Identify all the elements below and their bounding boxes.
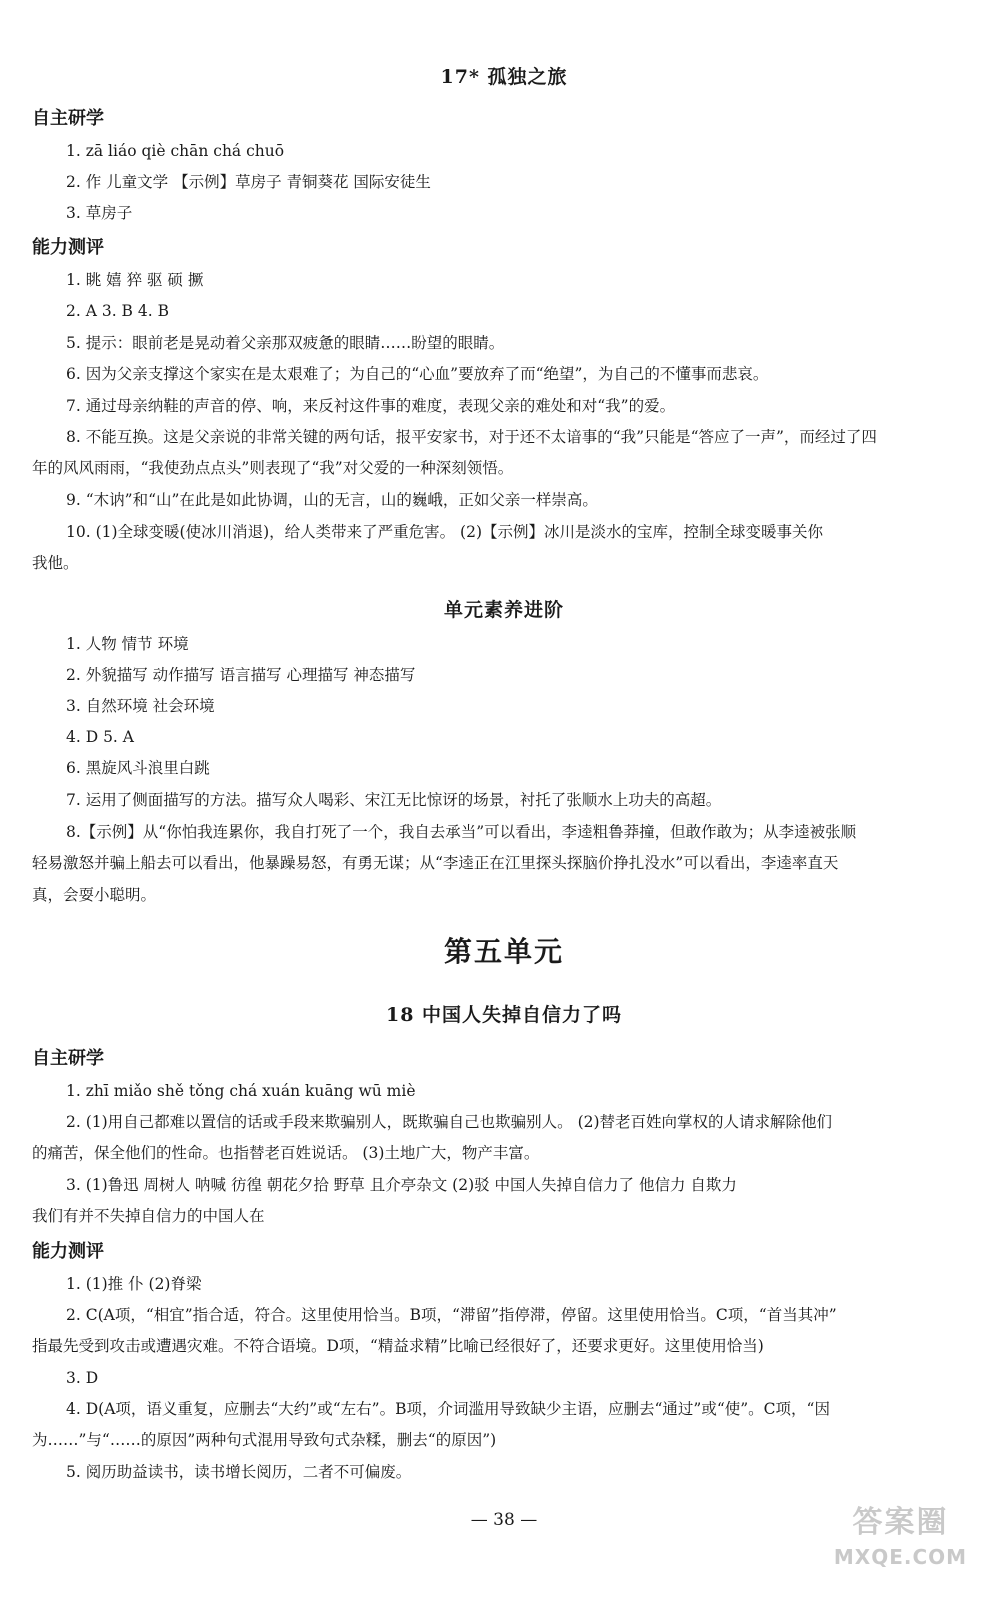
ur-7: 7. 运用了侧面描写的方法。描写众人喝彩、宋江无比惊讶的场景，衬托了张顺水上功夫的高超。 xyxy=(66,791,722,809)
l17-n5: 5. 提示：眼前老是晃动着父亲那双疲惫的眼睛……盼望的眼睛。 xyxy=(66,334,505,352)
l17-n7: 7. 通过母亲纳鞋的声音的停、响，来反衬这件事的难度，表现父亲的难处和对“我”的爱。 xyxy=(66,397,676,415)
l18-n1: 1. (1)推 仆 (2)脊梁 xyxy=(66,1275,202,1293)
l18-z1: 1. zhī miǎo shě tǒng chá xuán kuāng wū miè xyxy=(66,1082,416,1100)
l18-n4b: 为……”与“……的原因”两种句式混用导致句式杂糅，删去“的原因”) xyxy=(32,1431,497,1449)
lesson-17-title: 17* 孤独之旅 xyxy=(440,66,568,88)
l17-n6: 6. 因为父亲支撑这个家实在是太艰难了；为自己的“心血”要放弃了而“绝望”，为自己的不懂事而悲哀。 xyxy=(66,365,769,383)
watermark-bottom-text: MXQE.COM xyxy=(833,1545,968,1569)
l18-z3a: 3. (1)鲁迅 周树人 呐喊 彷徨 朝花夕拾 野草 且介亭杂文 (2)驳 中国人失掉自信力了 他信力 自欺力 xyxy=(66,1176,737,1194)
l17-n1: 1. 眺 嬉 猝 驱 硕 撅 xyxy=(66,271,204,289)
lesson-18-title: 18 中国人失掉自信力了吗 xyxy=(385,1004,623,1026)
l18-n4a: 4. D(A项，语义重复，应删去“大约”或“左右”。B项，介词滥用导致缺少主语，应删去“通过”或“使”。C项，“因 xyxy=(66,1400,830,1418)
page-number: — 38 — xyxy=(470,1510,538,1530)
ur-4: 4. D 5. A xyxy=(66,728,134,746)
l18-n2b: 指最先受到攻击或遭遇灾难。不符合语境。D项，“精益求精”比喻已经很好了，还要求更好。这里使用恰当) xyxy=(32,1337,764,1355)
ur-1: 1. 人物 情节 环境 xyxy=(66,635,189,653)
ur-2: 2. 外貌描写 动作描写 语言描写 心理描写 神态描写 xyxy=(66,666,416,684)
l17-n8b: 年的风风雨雨，“我使劲点点头”则表现了“我”对父爱的一种深刻领悟。 xyxy=(32,459,514,477)
l18-z2b: 的痛苦，保全他们的性命。也指替老百姓说话。 (3)土地广大，物产丰富。 xyxy=(32,1144,540,1162)
nengli-heading: 能力测评 xyxy=(32,237,104,258)
l17-n9: 9. “木讷”和“山”在此是如此协调，山的无言，山的巍峨，正如父亲一样崇高。 xyxy=(66,491,598,509)
zizhu-heading: 自主研学 xyxy=(32,108,104,129)
l18-n3: 3. D xyxy=(66,1369,99,1387)
l17-z1: 1. zā liáo qiè chān chá chuō xyxy=(66,142,285,160)
l18-z2a: 2. (1)用自己都难以置信的话或手段来欺骗别人，既欺骗自己也欺骗别人。 (2)替老百姓向掌权的人请求解除他们 xyxy=(66,1113,833,1131)
l17-n10a: 10. (1)全球变暖(使冰川消退)，给人类带来了严重危害。 (2)【示例】冰川是淡水的宝库，控制全球变暖事关你 xyxy=(66,523,824,541)
ur-8b: 轻易激怒并骗上船去可以看出，他暴躁易怒，有勇无谋；从“李逵正在江里探头探脑价挣扎没水”可以看出，李逵率直天 xyxy=(32,854,839,872)
ur-8a: 8.【示例】从“你怕我连累你，我自打死了一个，我自去承当”可以看出，李逵粗鲁莽撞，但敢作敢为；从李逵被张顺 xyxy=(66,823,857,841)
ur-8c: 真，会耍小聪明。 xyxy=(32,886,157,904)
l17-n10b: 我他。 xyxy=(32,554,79,572)
l18-z3b: 我们有并不失掉自信力的中国人在 xyxy=(32,1207,265,1225)
l17-z3: 3. 草房子 xyxy=(66,204,133,222)
l17-n2: 2. A 3. B 4. B xyxy=(66,302,169,320)
watermark-logo xyxy=(833,1502,968,1580)
watermark-top-text: 答案圈 xyxy=(852,1505,949,1540)
l17-z2: 2. 作 儿童文学 【示例】草房子 青铜葵花 国际安徒生 xyxy=(66,173,431,191)
l18-n2a: 2. C(A项，“相宜”指合适，符合。这里使用恰当。B项，“滞留”指停滞，停留。这里使用恰当。C项，“首当其冲” xyxy=(66,1306,837,1324)
ur-3: 3. 自然环境 社会环境 xyxy=(66,697,215,715)
unit-5-title: 第五单元 xyxy=(443,935,564,968)
l18-nengli-heading: 能力测评 xyxy=(32,1241,104,1262)
l18-n5: 5. 阅历助益读书，读书增长阅历，二者不可偏废。 xyxy=(66,1463,412,1481)
unit-review-title: 单元素养进阶 xyxy=(443,599,564,621)
ur-6: 6. 黑旋风斗浪里白跳 xyxy=(66,759,210,777)
l18-zizhu-heading: 自主研学 xyxy=(32,1048,104,1069)
l17-n8a: 8. 不能互换。这是父亲说的非常关键的两句话，报平安家书，对于还不太谙事的“我”只能是“答应了一声”，而经过了四 xyxy=(66,428,877,446)
